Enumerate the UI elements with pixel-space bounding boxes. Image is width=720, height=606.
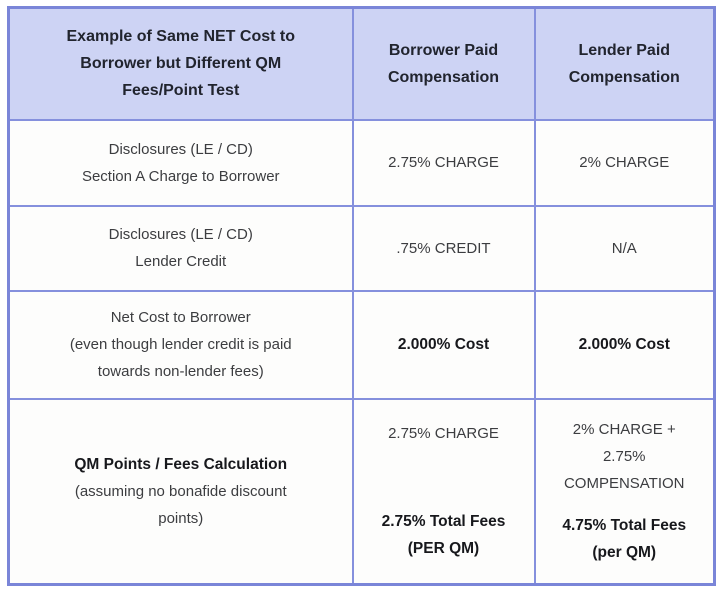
value-borrower-qm-calc xyxy=(353,399,535,585)
label-disclosures-section-a xyxy=(9,120,353,206)
total-fees-line: (per QM) xyxy=(592,544,657,562)
total-fees-line: 4.75% Total Fees xyxy=(562,517,687,535)
header-lender-line-1: Lender Paid xyxy=(578,41,671,59)
value-lender-net-cost xyxy=(535,291,715,399)
header-example-line-1: Example of Same NET Cost to xyxy=(66,28,295,46)
header-example-cell xyxy=(9,8,353,120)
value-text: N/A xyxy=(611,239,637,257)
row-qm-points-fees xyxy=(9,399,715,585)
header-example-line-2: Borrower but Different QM xyxy=(80,55,282,73)
total-fees-line: (PER QM) xyxy=(407,540,480,558)
lender-calc-line: COMPENSATION xyxy=(563,475,685,493)
label-net-cost xyxy=(9,291,353,399)
header-example-line-3: Fees/Point Test xyxy=(122,82,240,100)
borrower-calc-stack xyxy=(362,420,526,562)
lender-total-fees xyxy=(562,512,686,566)
borrower-charge-text: 2.75% CHARGE xyxy=(388,425,499,443)
value-borrower-charge xyxy=(353,120,535,206)
label-line: Disclosures (LE / CD) xyxy=(108,140,253,158)
label-line: (even though lender credit is paid xyxy=(69,336,292,353)
value-lender-na xyxy=(535,206,715,291)
label-line: towards non-lender fees) xyxy=(97,363,264,380)
lender-calc-stack xyxy=(544,416,706,566)
lender-calc-line: 2% CHARGE + xyxy=(572,421,676,439)
label-line: (assuming no bonafide discount xyxy=(74,482,287,500)
label-line: points) xyxy=(158,509,204,527)
total-fees-line: 2.75% Total Fees xyxy=(381,513,506,531)
label-line: Disclosures (LE / CD) xyxy=(108,226,253,243)
value-borrower-credit xyxy=(353,206,535,291)
header-borrower-paid-cell xyxy=(353,8,535,120)
value-borrower-net-cost xyxy=(353,291,535,399)
value-text: 2% CHARGE xyxy=(579,154,670,171)
value-text-bold: 2.000% Cost xyxy=(578,336,670,353)
lender-charge-compensation xyxy=(564,416,685,497)
label-disclosures-lender-credit xyxy=(9,206,353,291)
label-line: Lender Credit xyxy=(135,253,227,270)
label-qm-points-fees xyxy=(9,399,353,585)
lender-calc-line: 2.75% xyxy=(602,448,646,466)
borrower-total-fees xyxy=(382,508,506,562)
qm-comparison-table xyxy=(7,6,716,586)
header-borrower-line-1: Borrower Paid xyxy=(388,41,499,59)
label-line-bold: QM Points / Fees Calculation xyxy=(74,455,288,473)
header-row xyxy=(9,8,715,120)
header-lender-line-2: Compensation xyxy=(568,68,680,86)
header-lender-paid-cell xyxy=(535,8,715,120)
value-lender-charge xyxy=(535,120,715,206)
value-text-bold: 2.000% Cost xyxy=(397,336,490,353)
row-disclosures-lender-credit xyxy=(9,206,715,291)
value-lender-qm-calc xyxy=(535,399,715,585)
row-net-cost xyxy=(9,291,715,399)
label-line: Net Cost to Borrower xyxy=(110,309,251,326)
value-text: .75% CREDIT xyxy=(396,239,491,257)
header-borrower-line-2: Compensation xyxy=(387,68,500,86)
value-text: 2.75% CHARGE xyxy=(388,154,499,171)
label-line: Section A Charge to Borrower xyxy=(81,167,280,185)
row-disclosures-section-a xyxy=(9,120,715,206)
